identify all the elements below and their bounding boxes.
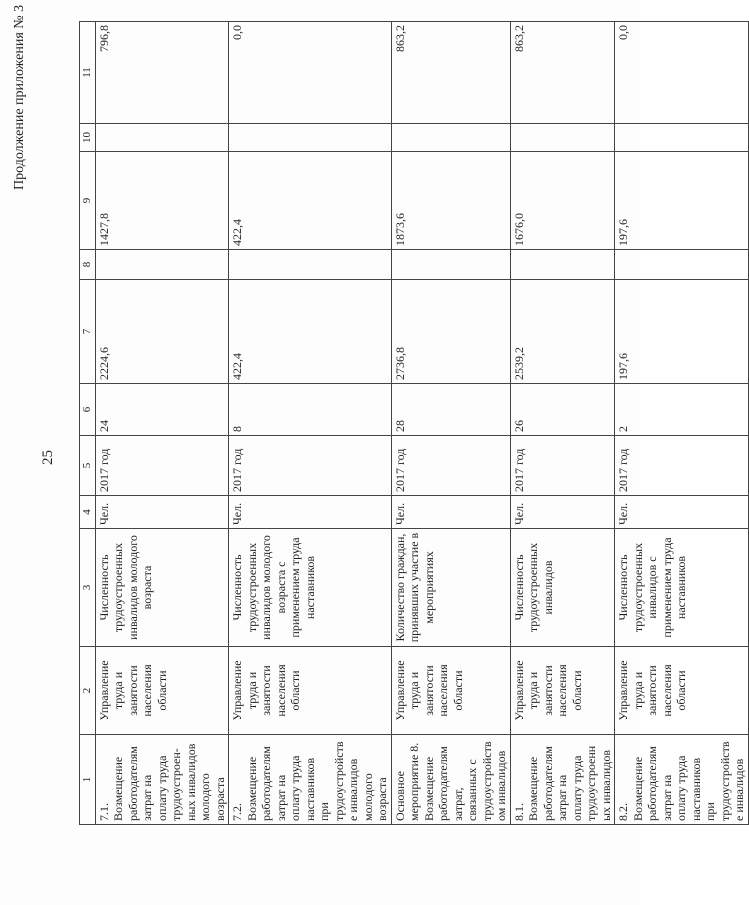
cell-executor: Управление труда и занятости населения области [391,647,510,735]
appendix-caption: Продолжение приложения № 3 [12,4,27,190]
cell-indicator: Численность трудоустроенных инвалидов с применением труда наставников [615,529,749,647]
cell-executor: Управление труда и занятости населения области [510,647,615,735]
cell-total: 2736,8 [391,280,510,384]
cell-col9: 197,6 [615,152,749,250]
cell-col11: 863,2 [510,22,615,124]
cell-year: 2017 год [510,436,615,496]
cell-count: 8 [229,384,392,436]
header-cell: 3 [80,529,96,647]
table-row [615,22,749,825]
cell-col10 [95,124,229,152]
cell-indicator: Количество граждан, принявших участие в мероприятиях [391,529,510,647]
cell-activity: 8.1. Возмещение работодателям затрат на оплату труда трудоустроенных инвалидов [510,735,615,825]
cell-unit: Чел. [95,496,229,529]
cell-col8 [229,250,392,280]
cell-col9: 1676,0 [510,152,615,250]
header-cell: 2 [80,647,96,735]
cell-activity: 7.2. Возмещение работодателям затрат на оплату труда наставников при трудоустройстве инвалидов молодого возраста [229,735,392,825]
cell-unit: Чел. [615,496,749,529]
cell-col9: 1873,6 [391,152,510,250]
table-header-row [80,22,96,825]
cell-unit: Чел. [510,496,615,529]
cell-count: 28 [391,384,510,436]
cell-year: 2017 год [615,436,749,496]
cell-total: 2539,2 [510,280,615,384]
cell-indicator: Численность трудоустроенных инвалидов молодого возраста с применением труда наставников [229,529,392,647]
cell-total: 197,6 [615,280,749,384]
cell-col11: 0,0 [615,22,749,124]
header-cell: 1 [80,735,96,825]
cell-count: 24 [95,384,229,436]
cell-total: 422,4 [229,280,392,384]
header-cell: 4 [80,496,96,529]
header-cell: 11 [80,22,96,124]
cell-executor: Управление труда и занятости населения области [229,647,392,735]
cell-executor: Управление труда и занятости населения области [615,647,749,735]
cell-col10 [229,124,392,152]
cell-year: 2017 год [229,436,392,496]
cell-col10 [510,124,615,152]
cell-col8 [510,250,615,280]
header-cell: 6 [80,384,96,436]
cell-col9: 422,4 [229,152,392,250]
cell-col10 [391,124,510,152]
header-cell: 7 [80,280,96,384]
cell-col8 [615,250,749,280]
cell-executor: Управление труда и занятости населения области [95,647,229,735]
program-table [79,21,749,825]
table-row [229,22,392,825]
cell-activity: Основное мероприятие 8. Возмещение работодателям затрат, связанных с трудоустройством инвалидов [391,735,510,825]
table-row [95,22,229,825]
cell-col10 [615,124,749,152]
table-row [391,22,510,825]
header-cell: 10 [80,124,96,152]
cell-unit: Чел. [229,496,392,529]
cell-unit: Чел. [391,496,510,529]
cell-col11: 863,2 [391,22,510,124]
header-cell: 9 [80,152,96,250]
cell-activity: 8.2. Возмещение работодателям затрат на оплату труда наставников при трудоустройстве инвалидов [615,735,749,825]
cell-col8 [391,250,510,280]
cell-count: 2 [615,384,749,436]
cell-count: 26 [510,384,615,436]
cell-indicator: Численность трудоустроенных инвалидов [510,529,615,647]
cell-year: 2017 год [391,436,510,496]
cell-col9: 1427,8 [95,152,229,250]
cell-col11: 796,8 [95,22,229,124]
cell-col11: 0,0 [229,22,392,124]
cell-total: 2224,6 [95,280,229,384]
header-cell: 8 [80,250,96,280]
cell-activity: 7.1. Возмещение работодателям затрат на оплату труда трудоустроен-ных инвалидов молодого возраста [95,735,229,825]
cell-year: 2017 год [95,436,229,496]
header-cell: 5 [80,436,96,496]
table-row [510,22,615,825]
cell-indicator: Численность трудоустроенных инвалидов молодого возраста [95,529,229,647]
cell-col8 [95,250,229,280]
page-number: 25 [40,450,56,465]
